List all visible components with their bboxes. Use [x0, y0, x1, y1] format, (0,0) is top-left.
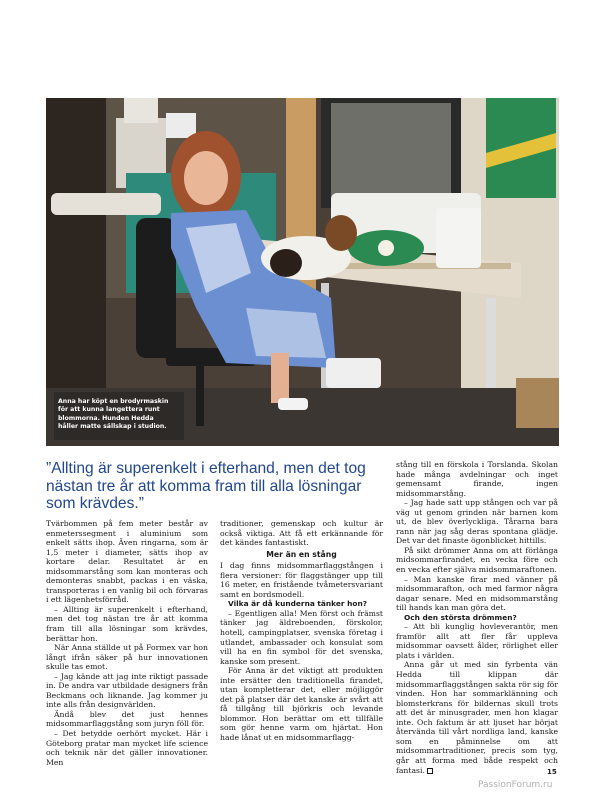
paragraph: – Allting är superenkelt i efterhand, men det tog nästan tre år att komma fram till alla lösningar som krävdes, berättar hon. [46, 604, 208, 643]
paragraph [396, 660, 558, 775]
watermark: PassionForum.ru [478, 780, 553, 790]
column-3 [396, 460, 558, 775]
paragraph: I dag finns midsommarflaggstången i flera versioner: för flaggstänger upp till 16 meter, en fristående tvåmetersvariant samt en bordsmodell. [220, 561, 383, 599]
pull-quote: ”Allting är superenkelt i efterhand, men det tog nästan tre år att komma fram till alla lösningar som krävdes.” [46, 460, 366, 513]
paragraph: – Att bli kunglig hovleverantör, men framför allt att fler får uppleva midsommar oavsett ålder, rörlighet eller plats i världen. [396, 622, 558, 660]
paragraph: Tvärbommen på fem meter består av enmeterssegment i aluminium som enkelt sätts ihop. Även ringarna, som är 1,5 meter i diameter, sätts ihop av kortare delar. Resultatet är en midsommarstång som kan monteras och demonteras snabbt, packas i en väska, transporteras i en vanlig bil och förvaras i ett lägenhetsförråd. [46, 519, 208, 605]
paragraph: stång till en förskola i Torslanda. Skolan hade många avdelningar och inget gemensamt firande, ingen midsommarstång. [396, 460, 558, 498]
paragraph: – Jag kände att jag inte riktigt passade in. De andra var utbildade designers från Beckmans och liknande. Jag kommer ju inte alls från designvärlden. [46, 671, 208, 710]
paragraph: traditioner, gemenskap och kultur är också viktiga. Att få ett erkännande för det kändes fantastiskt. [220, 519, 383, 548]
paragraph: – Jag hade satt upp stången och var på väg ut genom grinden när barnen kom ut, de blev överlyckliga. Tårarna bara rann när jag såg deras spontana glädje. Det var det finaste ögonblicket hittills. [396, 498, 558, 546]
paragraph: När Anna ställde ut på Formex var hon långt ifrån säker på hur innovationen skulle tas emot. [46, 643, 208, 672]
paragraph: På sikt drömmer Anna om att förlänga midsommarfirandet, en vecka före och en vecka efter själva midsommaraftonen. [396, 545, 558, 575]
paragraph: – Det betydde oerhört mycket. Här i Göteborg pratar man mycket life science och teknik när det gäller innovationer. Men [46, 729, 208, 767]
page-number: 15 [547, 768, 557, 776]
question: Vilka är då kunderna tänker hon? [228, 599, 368, 609]
photo-illustration [46, 98, 559, 446]
paragraph: – Egentligen alla! Men först och främst tänker jag äldreboenden, förskolor, hotell, campingplatser, svenska företag i utlandet, ambassader och konsulat som vill ha en fin symbol för det svenska, kanske som present. [220, 608, 383, 666]
photo-caption: Anna har köpt en brodyrmaskin för att kunna langettera runt blommorna. Hunden Hedda håller matte sällskap i studion. [58, 398, 169, 430]
subheading: Mer än en stång [266, 549, 337, 559]
studio-photo [46, 98, 559, 446]
final-paragraph-text: Anna går ut med sin fyrbenta vän Hedda till klippan där midsommarflaggstången sakta rör sig för vinden. Hon har sommarklänning och blomsterkrans för bildernas skull trots att det är minusgrader, men hon klagar inte. Och faktum är att ljuset har börjat återvända till vårt nordliga land, kanske som en påminnelse om att midsommartraditioner, precis som tyg, går att forma med både respekt och fantasi. [396, 660, 558, 775]
paragraph: Ändå blev det just hennes midsommarflaggstång som juryn föll för. [46, 709, 208, 729]
end-mark-icon [427, 768, 433, 774]
column-2 [220, 519, 383, 743]
question: Och den största drömmen? [404, 612, 517, 622]
paragraph: – Man kanske firar med vänner på midsommarafton, och med farmor några dagar senare. Med en midsommarstång till hands kan man göra det. [396, 574, 558, 613]
column-1 [46, 519, 208, 767]
paragraph: För Anna är det viktigt att produkten inte ersätter den traditionella firandet, utan kompletterar det, eller möjliggör det på platser där det kanske är svårt att få tillgång till björkris och levande blommor. Hon berättar om ett tillfälle som gör henne varm om hjärtat. Hon hade lånat ut en midsommarflagg- [220, 666, 383, 743]
